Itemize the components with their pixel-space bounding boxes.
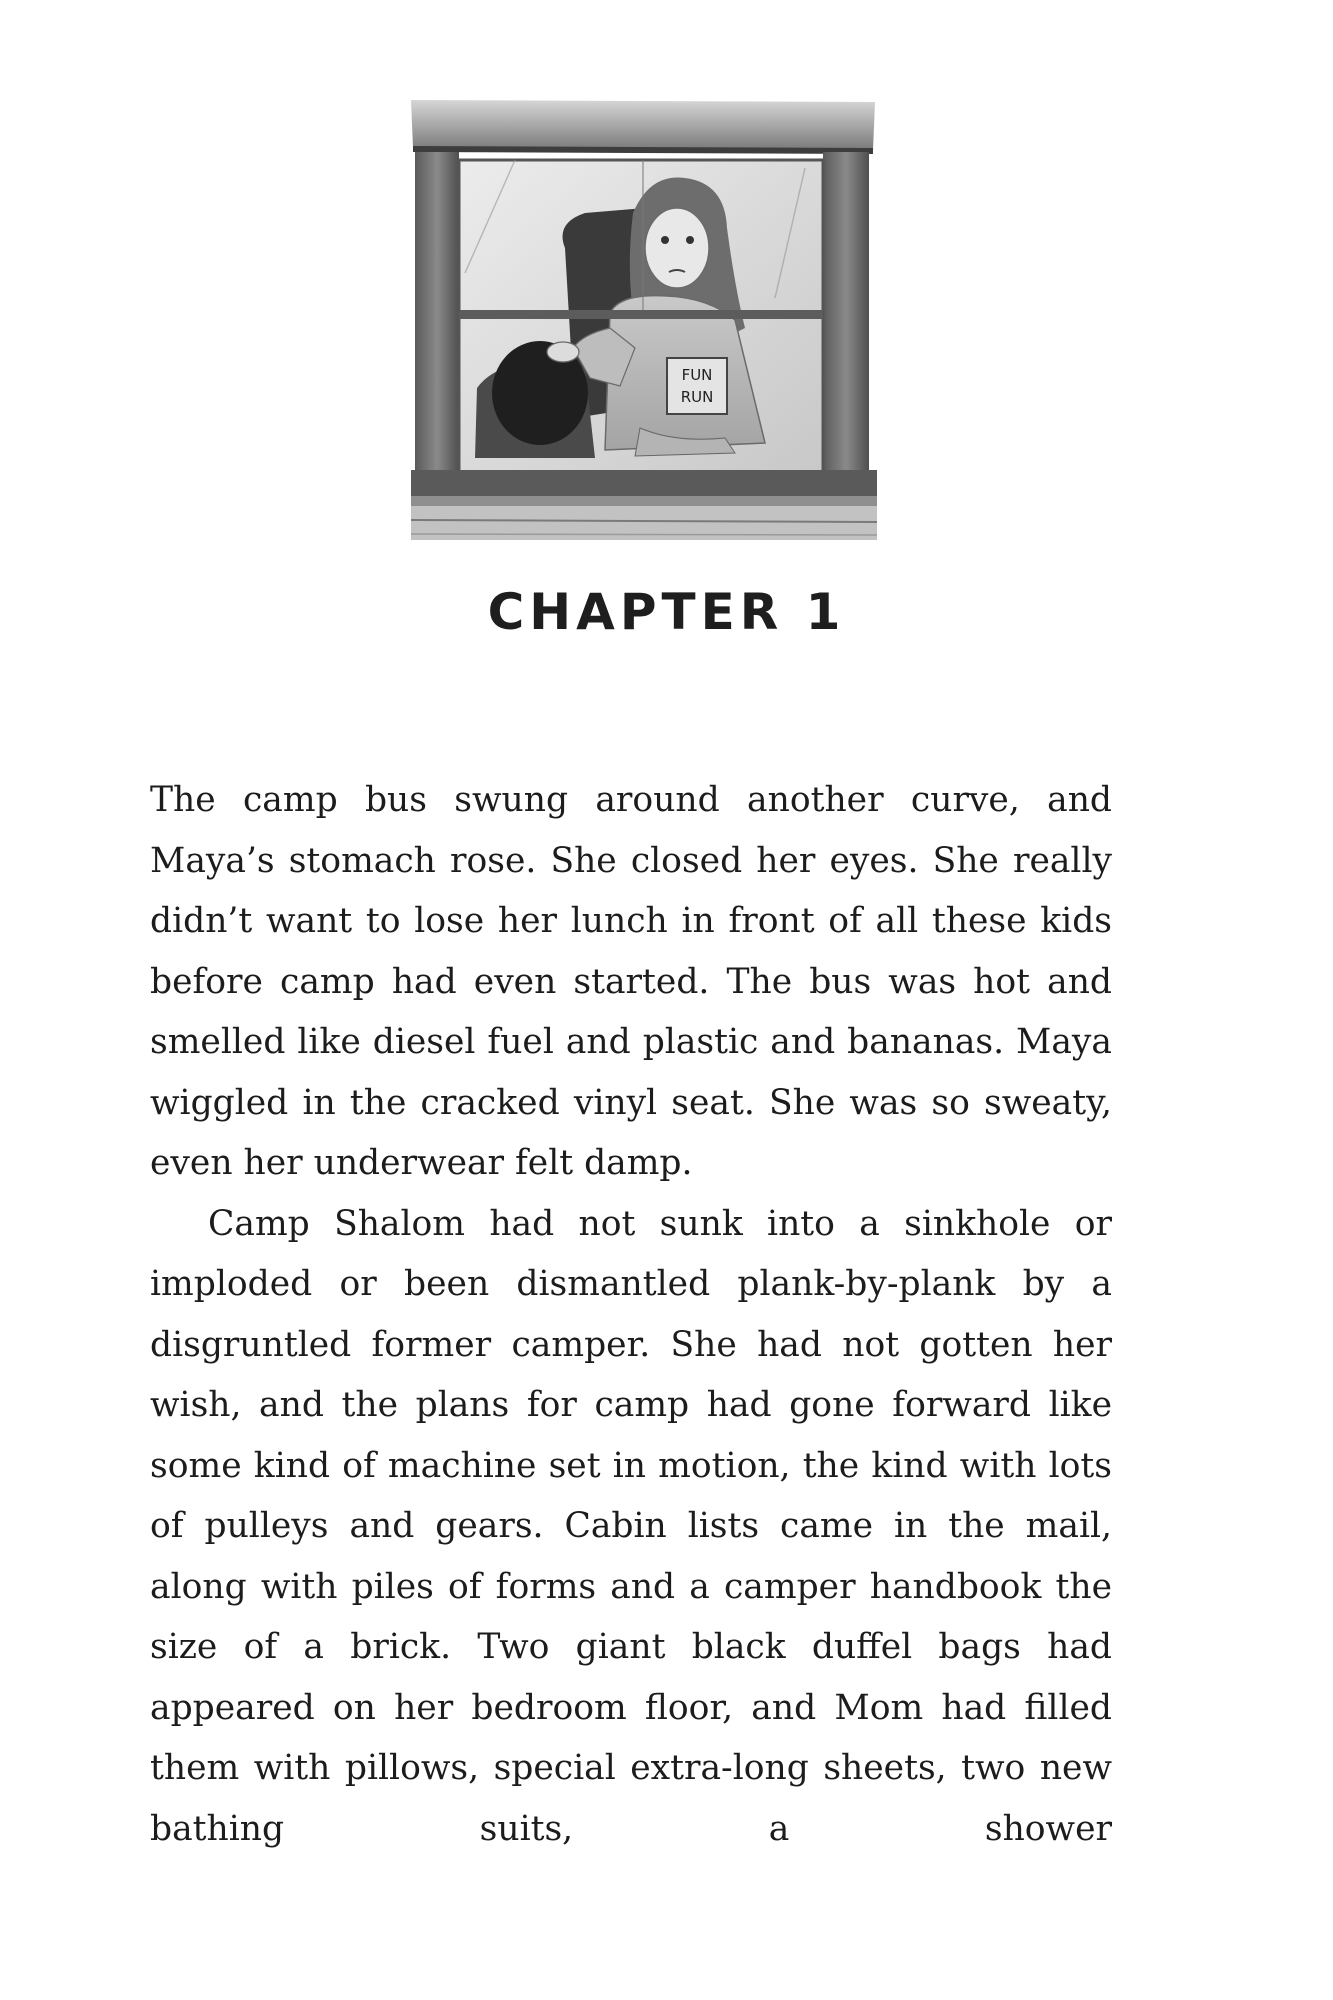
girl-face bbox=[645, 208, 709, 288]
window-sill bbox=[411, 470, 877, 498]
chapter-body bbox=[150, 770, 1112, 1859]
shirt-text-line1: FUN bbox=[681, 366, 713, 384]
paragraph-1: The camp bus swung around another curve, and Maya’s stomach rose. She closed her eyes. She really didn’t want to lose her lunch in front of all these kids before camp had even started. The bus was hot and smelled like diesel fuel and plastic and bananas. Maya wiggled in the cracked vinyl seat. She was so sweaty, even her underwear felt damp. bbox=[150, 780, 1112, 1183]
bus-roof bbox=[411, 100, 875, 150]
window-frame-left bbox=[415, 152, 459, 474]
chapter-heading: CHAPTER 1 bbox=[487, 583, 846, 641]
window-frame-right bbox=[823, 152, 869, 474]
window-middle-bar bbox=[459, 310, 823, 319]
shirt-text-line2: RUN bbox=[680, 388, 714, 406]
paragraph-2: Camp Shalom had not sunk into a sinkhole or imploded or been dismantled plank-by-plank by a disgruntled former camper. She had not gotten her wish, and the plans for camp had gone forward like some kind of machine set in motion, the kind with lots of pulleys and gears. Cabin lists came in the mail, along with piles of forms and a camper handbook the size of a brick. Two giant black duffel bags had appeared on her bedroom floor, and Mom had filled them with pillows, special extra-long sheets, two new bathing suits, a shower bbox=[150, 1203, 1112, 1849]
bus-window-illustration bbox=[405, 98, 880, 560]
